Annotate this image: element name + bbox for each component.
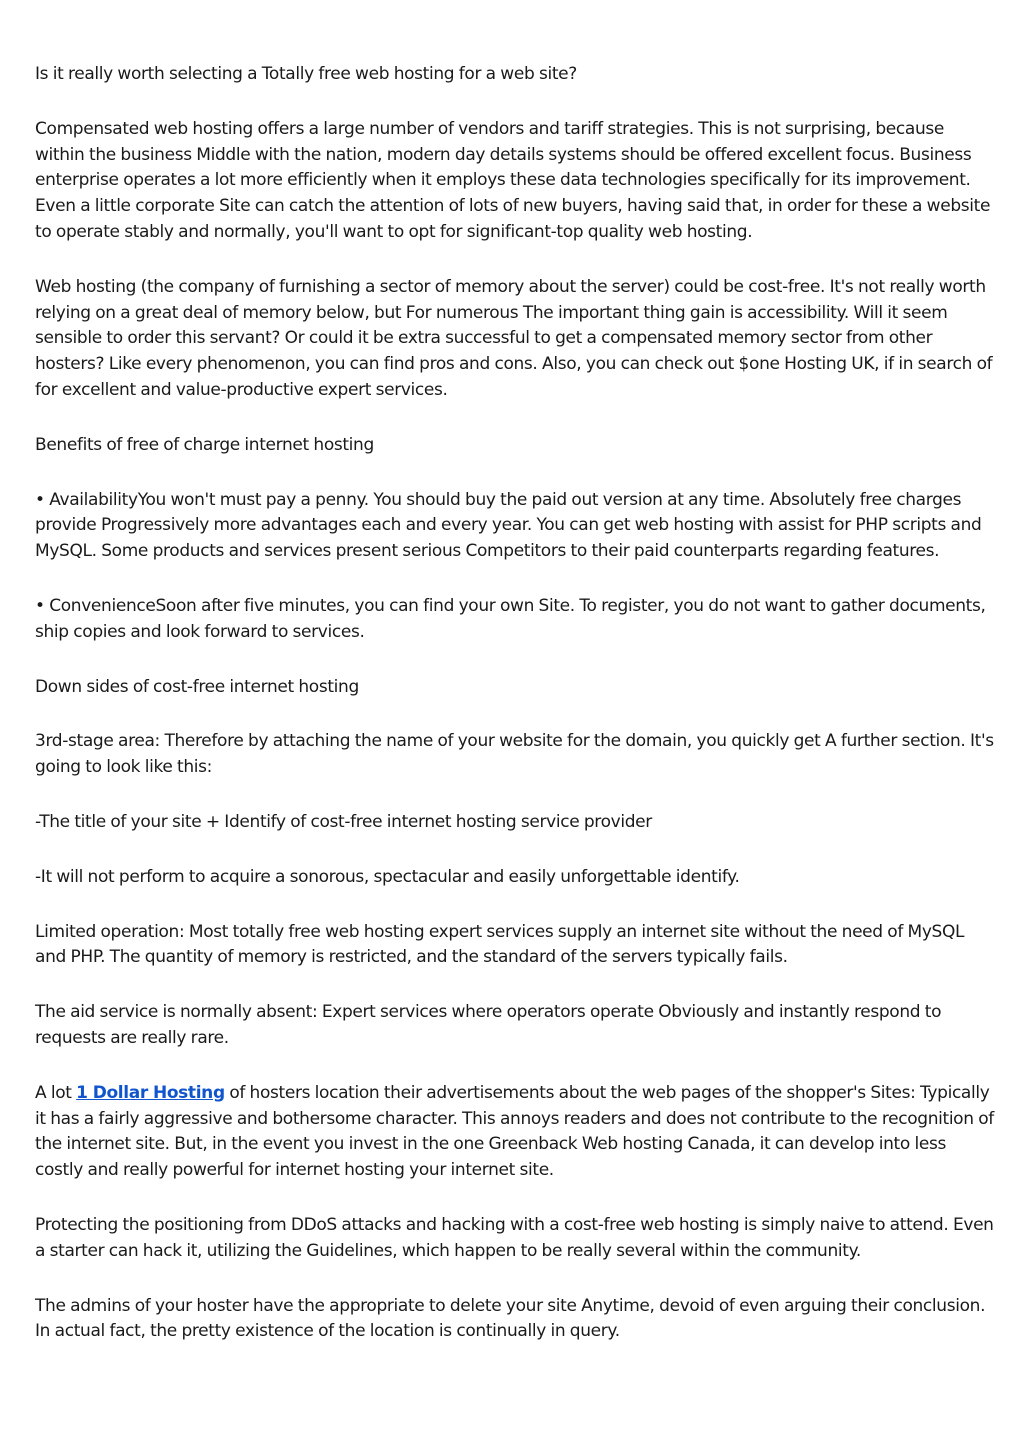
paragraph-advertisements-lead: A lot xyxy=(35,1082,77,1103)
list-item-identify: -It will not perform to acquire a sonorous, spectacular and easily unforgettable identify. xyxy=(35,866,740,887)
bullet-convenience: • ConvenienceSoon after five minutes, you can find your own Site. To register, you do not want to gather documents, ship copies and look forward to services. xyxy=(35,595,986,642)
one-dollar-hosting-link[interactable]: 1 Dollar Hosting xyxy=(76,1082,225,1103)
paragraph-paid-hosting: Compensated web hosting offers a large number of vendors and tariff strategies. This is not surprising, because within the business Middle with the nation, modern day details systems should be offered excellent focus. Business enterprise operates a lot more efficiently when it employs these data technologies specifically for its improvement. Even a little corporate Site can catch the attention of lots of new buyers, having said that, in order for these a website to operate stably and normally, you'll want to opt for significant-top quality web hosting. xyxy=(35,118,991,242)
document-body xyxy=(35,62,995,1374)
paragraph-limited-operation: Limited operation: Most totally free web hosting expert services supply an internet site without the need of MySQL and PHP. The quantity of memory is restricted, and the standard of the servers typically fails. xyxy=(35,921,965,968)
paragraph-advertisements xyxy=(35,1081,995,1184)
heading-downsides: Down sides of cost-free internet hosting xyxy=(35,676,359,697)
paragraph-third-level-domain: 3rd-stage area: Therefore by attaching the name of your website for the domain, you quickly get A further section. It's going to look like this: xyxy=(35,731,994,778)
paragraph-admins: The admins of your hoster have the appropriate to delete your site Anytime, devoid of even arguing their conclusion. In actual fact, the pretty existence of the location is continually in query. xyxy=(35,1295,986,1342)
paragraph-advertisements-rest: of hosters location their advertisements about the web pages of the shopper's Sites: Typically it has a fairly aggressive and bothersome character. This annoys readers and does not contribute to the recognition of the internet site. But, in the event you invest in the one Greenback Web hosting Canada, it can develop into less costly and really powerful for internet hosting your internet site. xyxy=(35,1082,994,1181)
bullet-availability: • AvailabilityYou won't must pay a penny. You should buy the paid out version at any time. Absolutely free charges provide Progressively more advantages each and every year. You can get web hosting with assist for PHP scripts and MySQL. Some products and services present serious Competitors to their paid counterparts regarding features. xyxy=(35,489,982,562)
list-item-site-title: -The title of your site + Identify of cost-free internet hosting service provider xyxy=(35,811,652,832)
paragraph-aid-service: The aid service is normally absent: Expert services where operators operate Obviously and instantly respond to requests are really rare. xyxy=(35,1002,942,1048)
heading-benefits: Benefits of free of charge internet hosting xyxy=(35,434,374,455)
document-title-line: Is it really worth selecting a Totally free web hosting for a web site? xyxy=(35,64,577,84)
paragraph-free-hosting: Web hosting (the company of furnishing a sector of memory about the server) could be cost-free. It's not really worth relying on a great deal of memory below, but For numerous The important thing gain is accessibility. Will it seem sensible to order this servant? Or could it be extra successful to get a compensated memory sector from other hosters? Like every phenomenon, you can find pros and cons. Also, you can check out $one Hosting UK, if in search of for excellent and value-productive expert services. xyxy=(35,276,993,400)
paragraph-ddos: Protecting the positioning from DDoS attacks and hacking with a cost-free web hosting is simply naive to attend. Even a starter can hack it, utilizing the Guidelines, which happen to be really several within the community. xyxy=(35,1214,994,1261)
